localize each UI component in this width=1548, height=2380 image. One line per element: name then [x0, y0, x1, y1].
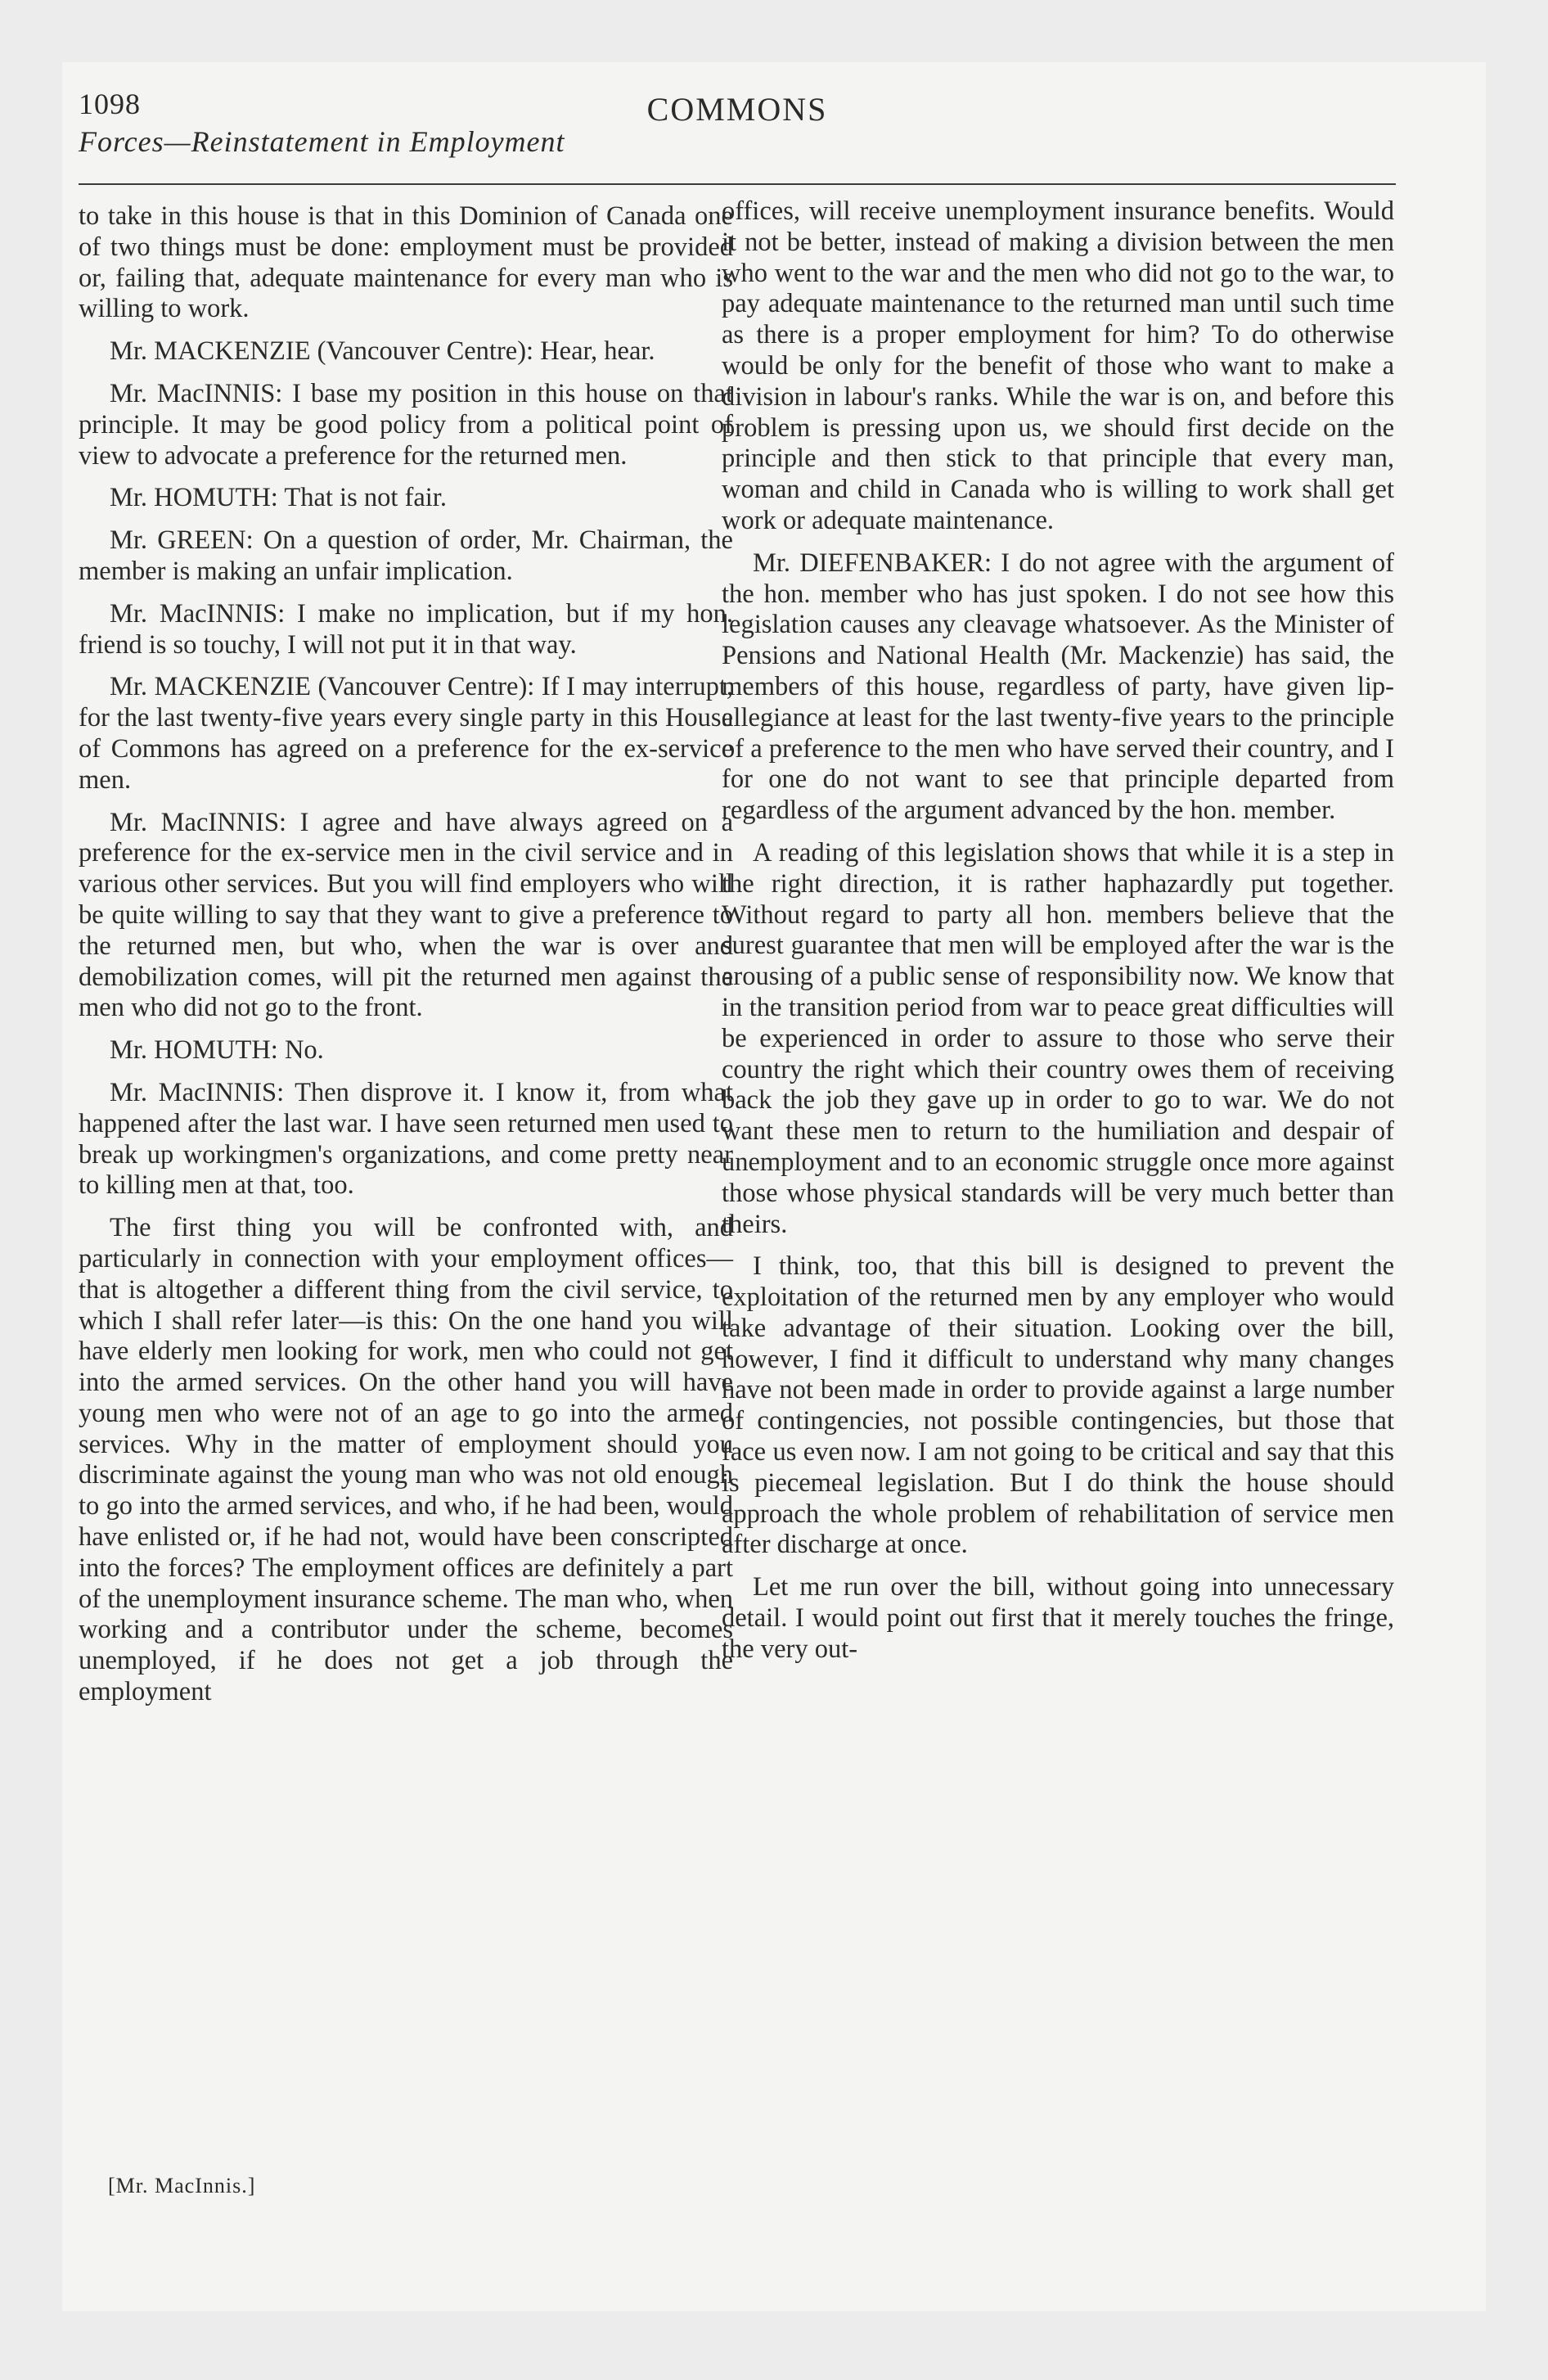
- paragraph: Let me run over the bill, without going into unnecessary detail. I would point out first that it merely touches the fringe, the very out-: [722, 1572, 1394, 1664]
- paragraph: Mr. HOMUTH: No.: [110, 1035, 324, 1066]
- paragraph: Mr. MacINNIS: I base my position in this house on that principle. It may be good policy from a political point of view to advocate a preference for the returned men.: [79, 378, 733, 471]
- page-header: [79, 87, 1396, 185]
- paragraph: I think, too, that this bill is designed to prevent the exploitation of the returned men by any employer who would take advantage of their situation. Looking over the bill, however, I find it difficult to understand why many changes have not been made in order to provide against a large number of contingencies, not possible contingencies, but those that face us even now. I am not going to be critical and say that this is piecemeal legislation. But I do think the house should approach the whole problem of rehabilitation of service men after discharge at once.: [722, 1251, 1394, 1560]
- paragraph: Mr. DIEFENBAKER: I do not agree with the argument of the hon. member who has just spoken. I do not see how this legislation causes any cleavage whatsoever. As the Minister of Pensions and National Health (Mr. Mackenzie) has said, the members of this house, regardless of party, have given lip-allegiance at least for the last twenty-five years to the principle of a preference to the men who have served their country, and I for one do not want to see that principle departed from regardless of the argument advanced by the hon. member.: [722, 548, 1394, 826]
- running-subject: Forces—Reinstatement in Employment: [79, 125, 565, 158]
- paragraph: Mr. MACKENZIE (Vancouver Centre): If I may interrupt, for the last twenty-five years every single party in this House of Commons has agreed on a preference for the ex-service men.: [79, 672, 733, 795]
- header-rule: [79, 183, 1396, 185]
- paragraph: Mr. MACKENZIE (Vancouver Centre): Hear, hear.: [110, 336, 655, 367]
- paragraph: Mr. MacINNIS: Then disprove it. I know it, from what happened after the last war. I have seen returned men used to break up workingmen's organizations, and come pretty near to killing men at that, too.: [79, 1077, 733, 1201]
- paragraph: to take in this house is that in this Dominion of Canada one of two things must be done: employment must be provided or, failing that, adequate maintenance for every man who is willing to work.: [79, 201, 733, 324]
- page-number: 1098: [79, 88, 141, 120]
- paragraph: Mr. MacINNIS: I agree and have always agreed on a preference for the ex-service men in the civil service and in various other services. But you will find employers who will be quite willing to say that they want to give a preference to the returned men, but who, when the war is over and demobilization comes, will pit the returned men against the men who did not go to the front.: [79, 807, 733, 1023]
- paragraph: Mr. HOMUTH: That is not fair.: [110, 483, 447, 513]
- paragraph: The first thing you will be confronted with, and particularly in connection with your employment offices—that is altogether a different thing from the civil service, to which I shall refer later—is this: On the one hand you will have elderly men looking for work, men who could not get into the armed services. On the other hand you will have young men who were not of an age to go into the armed services. Why in the matter of employment should you discriminate against the young man who was not old enough to go into the armed services, and who, if he had been, would have enlisted or, if he had not, would have been conscripted into the forces? The employment offices are definitely a part of the unemployment insurance scheme. The man who, when working and a contributor under the scheme, becomes unemployed, if he does not get a job through the employment: [79, 1213, 733, 1707]
- paragraph: Mr. GREEN: On a question of order, Mr. Chairman, the member is making an unfair implication.: [79, 525, 733, 586]
- speaker-footnote: [Mr. MacInnis.]: [108, 2174, 256, 2197]
- journal-title: COMMONS: [646, 91, 828, 128]
- paragraph: A reading of this legislation shows that while it is a step in the right direction, it is rather haphazardly put together. Without regard to party all hon. members believe that the surest guarantee that men will be employed after the war is the arousing of a public sense of responsibility now. We know that in the transition period from war to peace great difficulties will be experienced in order to assure to those who serve their country the right which their country owes them of receiving back the job they gave up in order to go to war. We do not want these men to return to the humiliation and despair of unemployment and to an economic struggle once more against those whose physical standards will be very much better than theirs.: [722, 837, 1394, 1239]
- paragraph: Mr. MacINNIS: I make no implication, but if my hon. friend is so touchy, I will not put it in that way.: [79, 598, 733, 660]
- right-column: [722, 196, 1394, 1677]
- paragraph: offices, will receive unemployment insurance benefits. Would it not be better, instead of making a division between the men who went to the war and the men who did not go to the war, to pay adequate maintenance to the returned man until such time as there is a proper employment for him? To do otherwise would be only for the benefit of those who want to make a division in labour's ranks. While the war is on, and before this problem is pressing upon us, we should first decide on the principle and then stick to that principle that every man, woman and child in Canada who is willing to work shall get work or adequate maintenance.: [722, 196, 1394, 535]
- left-column: [79, 201, 733, 1720]
